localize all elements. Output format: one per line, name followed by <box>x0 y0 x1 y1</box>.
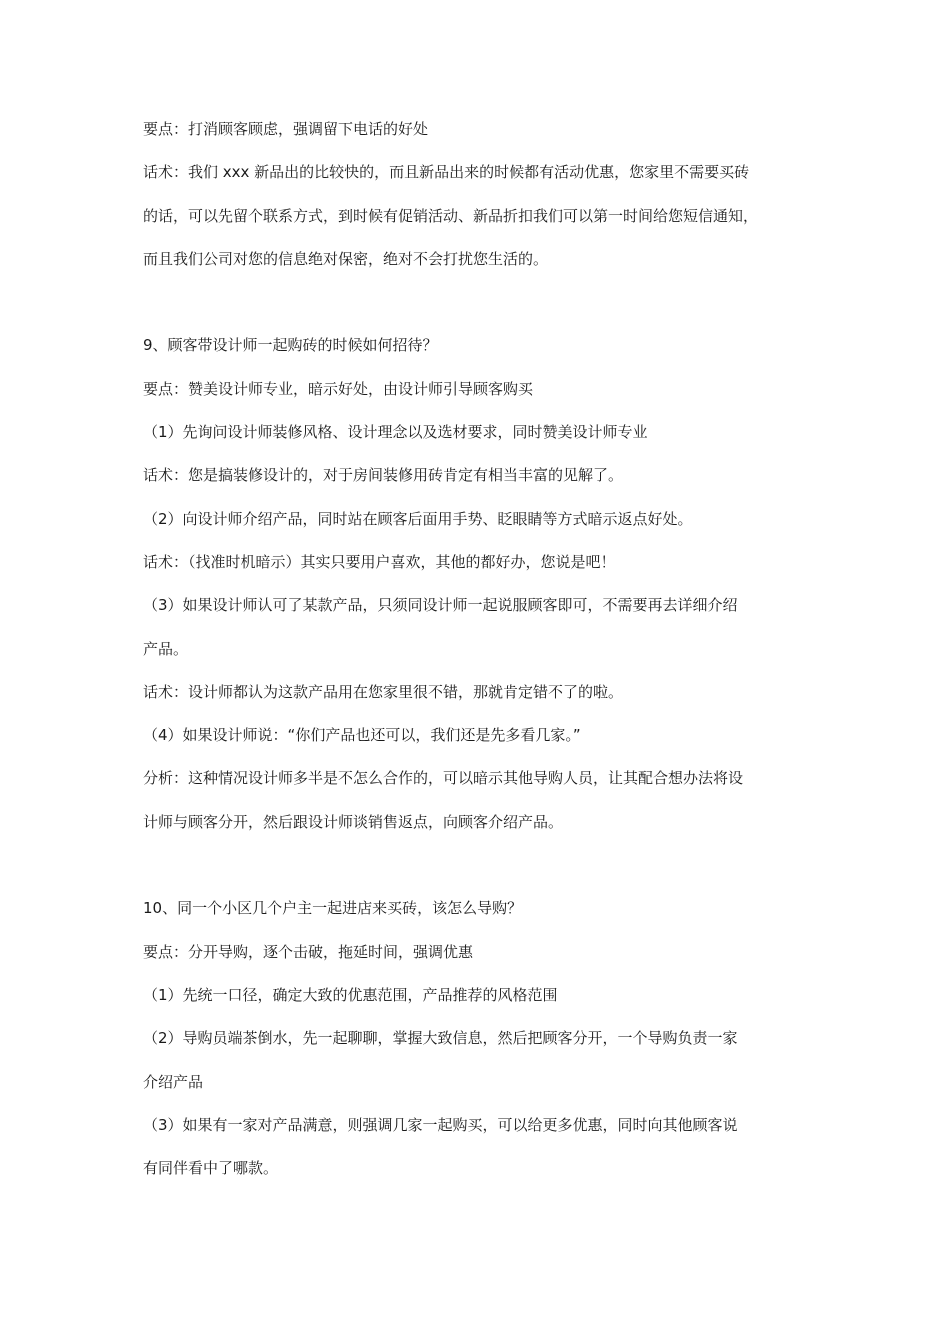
analysis-line: 分析：这种情况设计师多半是不怎么合作的，可以暗示其他导购人员，让其配合想办法将设 <box>143 769 744 788</box>
step-line: （4）如果设计师说：“你们产品也还可以，我们还是先多看几家。” <box>143 726 581 745</box>
script-line: 话术：（找准时机暗示）其实只要用户喜欢，其他的都好办，您说是吧！ <box>143 552 616 571</box>
section-gap <box>143 844 815 887</box>
script-line: 话术：您是搞装修设计的，对于房间装修用砖肯定有相当丰富的见解了。 <box>143 466 624 485</box>
key-point-line: 要点：赞美设计师专业，暗示好处，由设计师引导顾客购买 <box>143 379 534 398</box>
section-heading-9: 9、顾客带设计师一起购砖的时候如何招待？ <box>143 336 438 355</box>
section-gap <box>143 281 815 324</box>
analysis-line: 计师与顾客分开，然后跟设计师谈销售返点，向顾客介绍产品。 <box>143 812 564 831</box>
section-heading-10: 10、同一个小区几个户主一起进店来买砖，该怎么导购？ <box>143 899 523 918</box>
step-line: （2）向设计师介绍产品，同时站在顾客后面用手势、眨眼睛等方式暗示返点好处。 <box>143 509 693 528</box>
script-line: 话术：设计师都认为这款产品用在您家里很不错，那就肯定错不了的啦。 <box>143 682 624 701</box>
script-line: 话术：我们 xxx 新品出的比较快的，而且新品出来的时候都有活动优惠，您家里不需要买砖 <box>143 163 750 182</box>
step-line: 有同伴看中了哪款。 <box>143 1159 279 1178</box>
script-line: 而且我们公司对您的信息绝对保密，绝对不会打扰您生活的。 <box>143 249 549 268</box>
document-body <box>143 108 815 1190</box>
step-line: （2）导购员端茶倒水，先一起聊聊，掌握大致信息，然后把顾客分开，一个导购负责一家 <box>143 1029 738 1048</box>
step-line: 产品。 <box>143 639 189 658</box>
key-point-line: 要点：分开导购，逐个击破，拖延时间，强调优惠 <box>143 942 474 961</box>
script-line: 的话，可以先留个联系方式，到时候有促销活动、新品折扣我们可以第一时间给您短信通知， <box>143 206 759 225</box>
step-line: （1）先询问设计师装修风格、设计理念以及选材要求，同时赞美设计师专业 <box>143 423 648 442</box>
step-line: （1）先统一口径，确定大致的优惠范围，产品推荐的风格范围 <box>143 985 558 1004</box>
key-point-line: 要点：打消顾客顾虑，强调留下电话的好处 <box>143 120 429 138</box>
step-line: （3）如果设计师认可了某款产品，只须同设计师一起说服顾客即可，不需要再去详细介绍 <box>143 596 738 615</box>
step-line: 介绍产品 <box>143 1072 204 1091</box>
step-line: （3）如果有一家对产品满意，则强调几家一起购买，可以给更多优惠，同时向其他顾客说 <box>143 1115 738 1134</box>
